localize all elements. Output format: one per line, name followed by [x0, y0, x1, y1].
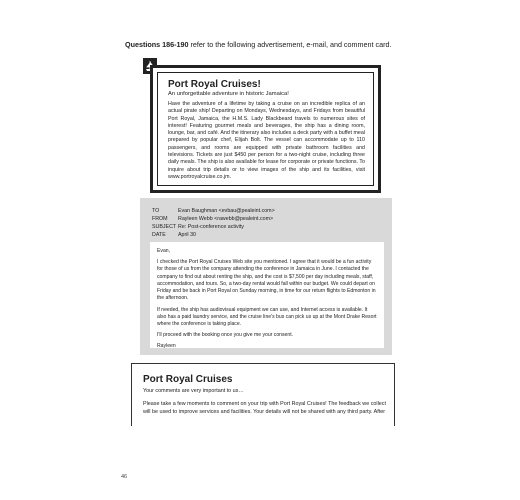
- comment-card: [131, 363, 395, 426]
- email-header-value: Re: Post-conference activity: [178, 224, 244, 230]
- ad-title: Port Royal Cruises!: [168, 79, 261, 90]
- email-header-label: SUBJECT: [152, 224, 177, 230]
- email-header-value: Evan Baughman <evbau@pealeint.com>: [178, 208, 275, 214]
- email-header-from: [152, 215, 275, 223]
- page-number: 46: [121, 474, 128, 480]
- card-subtitle: Your comments are very important to us…: [143, 388, 244, 394]
- email-body: [150, 242, 384, 348]
- email-header-label: FROM: [152, 216, 168, 222]
- email: [140, 198, 392, 355]
- email-header-date: [152, 231, 275, 239]
- questions-intro-text: refer to the following advertisement, e-mail, and comment card.: [188, 40, 392, 49]
- questions-range: Questions 186-190: [125, 40, 189, 49]
- ad-subtitle: An unforgettable adventure in historic Jamaica!: [168, 91, 289, 97]
- email-headers: [152, 207, 275, 239]
- email-signoff: Rayleen: [157, 343, 176, 350]
- card-body: Please take a few moments to comment on your trip with Port Royal Cruises! The feedback we collect will be used to improve services and facilities. Your details will not be shared with any third party. After: [143, 401, 386, 416]
- email-header-label: DATE: [152, 232, 166, 238]
- email-header-subject: [152, 223, 275, 231]
- email-header-label: TO: [152, 208, 160, 214]
- email-header-value: Rayleen Webb <rawebb@pealeint.com>: [178, 216, 274, 222]
- email-paragraph-1: I checked the Port Royal Cruises Web site you mentioned. I agree that it would be a fun activity for those of us from the company attending the conference in Jamaica in June. I contacted the company to find out about renting the ship, and the cost is $7,500 per day including meals, staff, accommodation, and tours. So, a two-day rental would fall within our budget. We could depart on Friday and be back in Port Royal on Sunday morning, in time for our return flights to Edmonton in the afternoon.: [157, 259, 376, 302]
- card-title: Port Royal Cruises: [143, 374, 233, 385]
- email-paragraph-3: I'll proceed with the booking once you give me your consent.: [157, 332, 294, 339]
- advertisement-inner-frame: [157, 72, 374, 186]
- email-greeting: Evan,: [157, 248, 171, 254]
- advertisement: [150, 65, 381, 193]
- email-header-value: April 30: [178, 232, 196, 238]
- email-paragraph-2: If needed, the ship has audiovisual equipment we can use, and Internet access is available. It also has a paid laundry service, and the cruise line's bus can pick us up at the Mont Drake Resort where the conference is taking place.: [157, 306, 377, 327]
- ad-body: Have the adventure of a lifetime by taking a cruise on an incredible replica of an actual pirate ship! Departing on Mondays, Wednesdays, and Fridays from beautiful Port Royal, Jamaica, the H.M.S. Lady Blackbeard travels to numerous sites of interest! Featuring gourmet meals and beverages, the ship has a dining room, lounge, bar, and café. And the itinerary also includes a deck party with a buffet meal prepared by popular chef, Elijah Bolt. The vessel can accommodate up to 110 passengers, and rooms are equipped with private bathroom facilities and televisions. Tickets are just $450 per person for a two-night cruise, including three daily meals. The ship is also available for lease for corporate or private functions. To inquire about trip details or to view images of the ship and its facilities, visit www.portroyalcruise.co.jm.: [168, 101, 365, 180]
- questions-intro: [125, 40, 505, 49]
- email-header-to: [152, 207, 275, 215]
